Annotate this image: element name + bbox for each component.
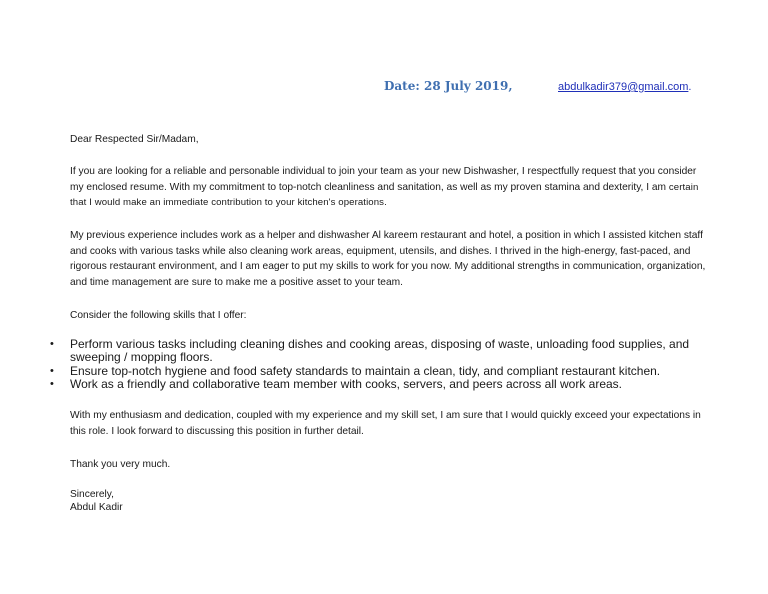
list-item (50, 365, 720, 378)
skill-text: Work as a friendly and collaborative team member with cooks, servers, and peers across all work areas. (70, 377, 623, 392)
salutation: Dear Respected Sir/Madam, (70, 134, 199, 145)
list-item (50, 338, 720, 365)
bullet-icon: • (50, 364, 54, 377)
paragraph-conclusion: With my enthusiasm and dedication, coupled with my experience and my skill set, I am sure that I would quickly exceed your expectations in this role. I look forward to discussing this position in further detail. (70, 410, 701, 437)
paragraph-experience: My previous experience includes work as a helper and dishwasher Al kareem restaurant and hotel, a position in which I assisted kitchen staff and cooks with various tasks while also cleaning work areas, equipment, utensils, and dishes. I thrived in the high-energy, fast-paced, and rigorous restaurant environment, and I am eager to put my skills to work for you now. My additional strengths in communication, organization, and time management are sure to make me a positive asset to your team. (70, 230, 706, 288)
skill-text: Ensure top-notch hygiene and food safety standards to maintain a clean, tidy, and compliant restaurant kitchen. (70, 363, 661, 378)
email-link[interactable]: abdulkadir379@gmail.com (558, 81, 689, 93)
list-item (50, 378, 720, 391)
paragraph-skills-intro: Consider the following skills that I offer: (70, 310, 247, 321)
paragraph-intro-text: If you are looking for a reliable and personable individual to join your team as your new Dishwasher, I respectfully request that you consider my enclosed resume. With my commitment to top-notch cleanliness and sanitation, as well as my proven stamina and dexterity, I am (70, 166, 697, 193)
letter-date: Date: 28 July 2019, (384, 79, 513, 93)
closing-phrase: Sincerely, (70, 489, 114, 500)
bullet-icon: • (50, 338, 54, 350)
skills-list (50, 338, 720, 392)
skill-text: Perform various tasks including cleaning dishes and cooking areas, disposing of waste, unloading food supplies, and sweeping / mopping floors. (70, 337, 690, 365)
letter-header (384, 79, 692, 93)
closing-block (70, 488, 710, 514)
signature-name: Abdul Kadir (70, 502, 123, 513)
paragraph-intro (70, 164, 710, 211)
paragraph-intro-text-end: certain that I would make an immediate contribution to your kitchen's operations. (70, 181, 699, 208)
paragraph-thanks: Thank you very much. (70, 459, 171, 470)
bullet-icon: • (50, 378, 54, 391)
email-container (558, 81, 691, 93)
email-suffix: . (688, 81, 692, 93)
